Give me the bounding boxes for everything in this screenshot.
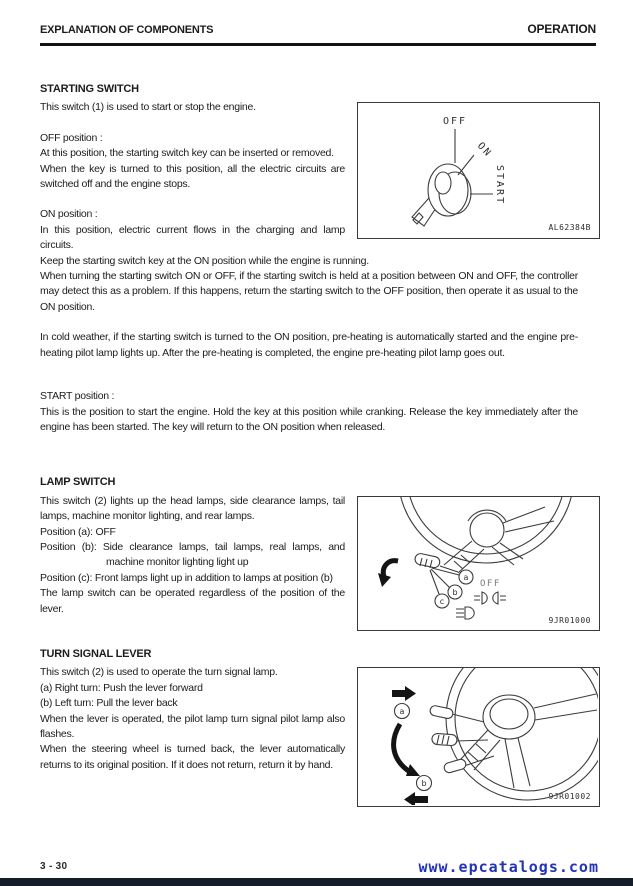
headlamp-icon bbox=[456, 607, 474, 619]
label-on: ON bbox=[474, 140, 494, 161]
svg-text:a: a bbox=[399, 707, 405, 717]
label-off: OFF bbox=[443, 116, 468, 128]
figure-code: 9JR01002 bbox=[548, 792, 591, 802]
paragraph: When the key is turned to this position, all the electric circuits are switched off and the engine stops. bbox=[40, 162, 345, 191]
paragraph: When the steering wheel is turned back, the lever automatically returns to its original position. If it does not return, return it by hand. bbox=[40, 743, 345, 771]
page-number: 3 - 30 bbox=[40, 861, 68, 872]
lamp-switch-illustration bbox=[358, 497, 598, 629]
paragraph: This is the position to start the engine. Hold the key at this position while cranking. Release the key immediately after the engine has been started. The key will return to the ON position when released. bbox=[40, 405, 578, 433]
figure-lamp-switch bbox=[357, 496, 600, 631]
section-lamp-switch bbox=[40, 475, 591, 625]
key-switch-illustration bbox=[358, 103, 598, 237]
forward-arrow-icon bbox=[392, 686, 416, 701]
page-header bbox=[40, 22, 596, 46]
paragraph: In this position, electric current flows in the charging and lamp circuits. bbox=[40, 223, 345, 252]
figure-code: AL62384B bbox=[548, 223, 591, 233]
paragraph: In cold weather, if the starting switch is turned to the ON position, pre-heating is automatically started and the engine pre-heating pilot lamp lights up. After the pre-heating is completed, the engine pre-heating pilot lamp goes out. bbox=[40, 331, 578, 359]
figure-turn-signal-lever bbox=[357, 667, 600, 807]
subheading-off: OFF position : bbox=[40, 131, 103, 144]
section-title: TURN SIGNAL LEVER bbox=[40, 647, 152, 660]
paragraph: When turning the starting switch ON or OFF, if the starting switch is held at a position between ON and OFF, the controller may detect this as a problem. If this happens, return the starting switch to the OFF position, then operate it as usual to the ON position. bbox=[40, 270, 578, 313]
turn-signal-illustration bbox=[358, 668, 598, 805]
paragraph: Position (c): Front lamps light up in addition to lamps at position (b) bbox=[40, 571, 333, 584]
lever-bottom bbox=[443, 759, 467, 775]
turn-signal-lever bbox=[432, 734, 458, 747]
paragraph: The lamp switch can be operated regardless of the position of the lever. bbox=[40, 587, 345, 615]
section-title: LAMP SWITCH bbox=[40, 476, 116, 489]
bottom-bar bbox=[0, 878, 633, 886]
section-turn-signal-lever bbox=[40, 647, 591, 802]
lever-motion-arrow-icon bbox=[394, 724, 410, 772]
svg-text:b: b bbox=[452, 587, 458, 597]
header-left-title: EXPLANATION OF COMPONENTS bbox=[40, 24, 214, 36]
figure-code: 9JR01000 bbox=[548, 615, 591, 625]
paragraph: (b) Left turn: Pull the lever back bbox=[40, 697, 178, 710]
paragraph: When the lever is operated, the pilot lamp turn signal pilot lamp also flashes. bbox=[40, 712, 345, 740]
paragraph: This switch (2) lights up the head lamps, side clearance lamps, tail lamps, machine monitor lighting, and rear lamps. bbox=[40, 494, 345, 523]
lever-top bbox=[429, 705, 454, 720]
section-title: STARTING SWITCH bbox=[40, 83, 139, 95]
label-off: OFF bbox=[480, 578, 501, 589]
paragraph: This switch (1) is used to start or stop the engine. bbox=[40, 101, 256, 114]
header-right-title: OPERATION bbox=[527, 22, 596, 36]
paragraph: At this position, the starting switch key can be inserted or removed. bbox=[40, 147, 334, 160]
label-start: START bbox=[494, 165, 505, 206]
section-starting-switch bbox=[40, 82, 591, 435]
svg-text:a: a bbox=[463, 572, 469, 582]
steering-wheel-hub bbox=[470, 513, 504, 547]
page-content bbox=[0, 82, 633, 802]
subheading-on: ON position : bbox=[40, 208, 98, 221]
svg-text:c: c bbox=[439, 596, 445, 606]
subheading-start: START position : bbox=[40, 390, 115, 403]
paragraph: This switch (2) is used to operate the turn signal lamp. bbox=[40, 666, 278, 679]
paragraph: Keep the starting switch key at the ON position while the engine is running. bbox=[40, 254, 369, 267]
rotate-arrow-icon bbox=[383, 560, 398, 576]
paragraph: Position (b): Side clearance lamps, tail lamps, real lamps, and machine monitor lighting light up bbox=[40, 540, 345, 569]
svg-text:b: b bbox=[421, 779, 427, 789]
paragraph: (a) Right turn: Push the lever forward bbox=[40, 681, 203, 694]
figure-starting-switch bbox=[357, 102, 600, 239]
back-arrow-icon bbox=[404, 792, 428, 805]
clearance-lamp-icon bbox=[474, 592, 506, 604]
paragraph: Position (a): OFF bbox=[40, 525, 116, 538]
lamp-switch-lever bbox=[414, 552, 441, 568]
website-link[interactable]: www.epcatalogs.com bbox=[418, 858, 599, 876]
